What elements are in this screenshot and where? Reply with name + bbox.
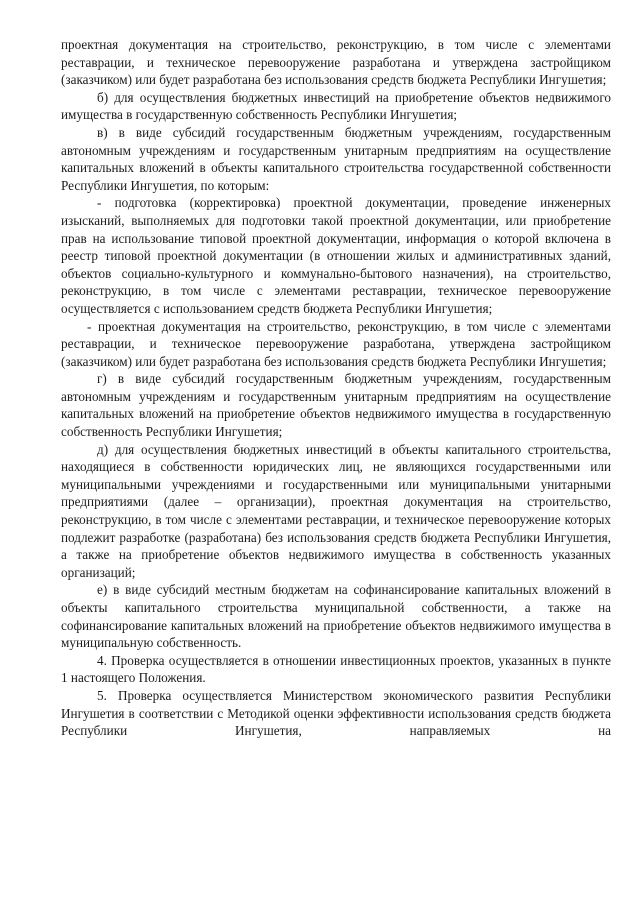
paragraph-b-investments: б) для осуществления бюджетных инвестиций на приобретение объектов недвижимого имущества в государственную собственность Республики Ингушетия; [61,89,611,123]
paragraph-dash-preparation: - подготовка (корректировка) проектной документации, проведение инженерных изысканий, выполняемых для подготовки такой проектной документации, или приобретение прав на использование типовой проектной документации, информация о которой включена в реестр типовой проектной документации (в отношении жилых и административных зданий, объектов социально-культурного и коммунально-бытового назначения), на строительство, реконструкцию, в том числе с элементами реставрации, техническое перевооружение осуществляется с использованием средств бюджета Республики Ингушетия; [61,195,611,316]
paragraph-e-local-budgets: е) в виде субсидий местным бюджетам на софинансирование капитальных вложений в объекты капитального строительства муниципальной собственности, а также на софинансирование капитальных вложений на приобретение объектов недвижимого имущества в муниципальную собственность. [61,582,611,651]
paragraph-4-check-scope: 4. Проверка осуществляется в отношении инвестиционных проектов, указанных в пункте 1 настоящего Положения. [61,652,611,686]
paragraph-design-docs-continuation: проектная документация на строительство, реконструкцию, в том числе с элементами реставрации, и техническое перевооружение разработана и утверждена застройщиком (заказчиком) или будет разработана без использования средств бюджета Республики Ингушетия; [61,37,611,88]
paragraph-g-subsidies: г) в виде субсидий государственным бюджетным учреждениям, государственным автономным учреждениям и государственным унитарным предприятиям на осуществление капитальных вложений на приобретение объектов недвижимого имущества в государственную собственность Республики Ингушетия; [61,371,611,440]
paragraph-d-investments: д) для осуществления бюджетных инвестиций в объекты капитального строительства, находящиеся в собственности юридических лиц, не являющихся государственными или муниципальными учреждениями и государственными или муниципальными унитарными предприятиями (далее – организации), проектная документация на строительство, реконструкцию, в том числе с элементами реставрации, и техническое перевооружение которых подлежит разработке (разработана) без использования средств бюджета Республики Ингушетия, а также на приобретение объектов недвижимого имущества в собственность указанных организаций; [61,441,611,580]
paragraph-v-subsidies: в) в виде субсидий государственным бюджетным учреждениям, государственным автономным учреждениям и государственным унитарным предприятиям на осуществление капитальных вложений в объекты капитального строительства государственной собственности Республики Ингушетия, по которым: [61,124,611,193]
paragraph-dash-design-docs: - проектная документация на строительство, реконструкцию, в том числе с элементами реставрации, и техническое перевооружение разработана, утверждена застройщиком (заказчиком) или будет разработана без использования средств бюджета Республики Ингушетия; [61,318,611,369]
paragraph-5-check-authority: 5. Проверка осуществляется Министерством экономического развития Республики Ингушетия в соответствии с Методикой оценки эффективности использования средств бюджета Республики Ингушетия, направляемых на [61,687,611,739]
